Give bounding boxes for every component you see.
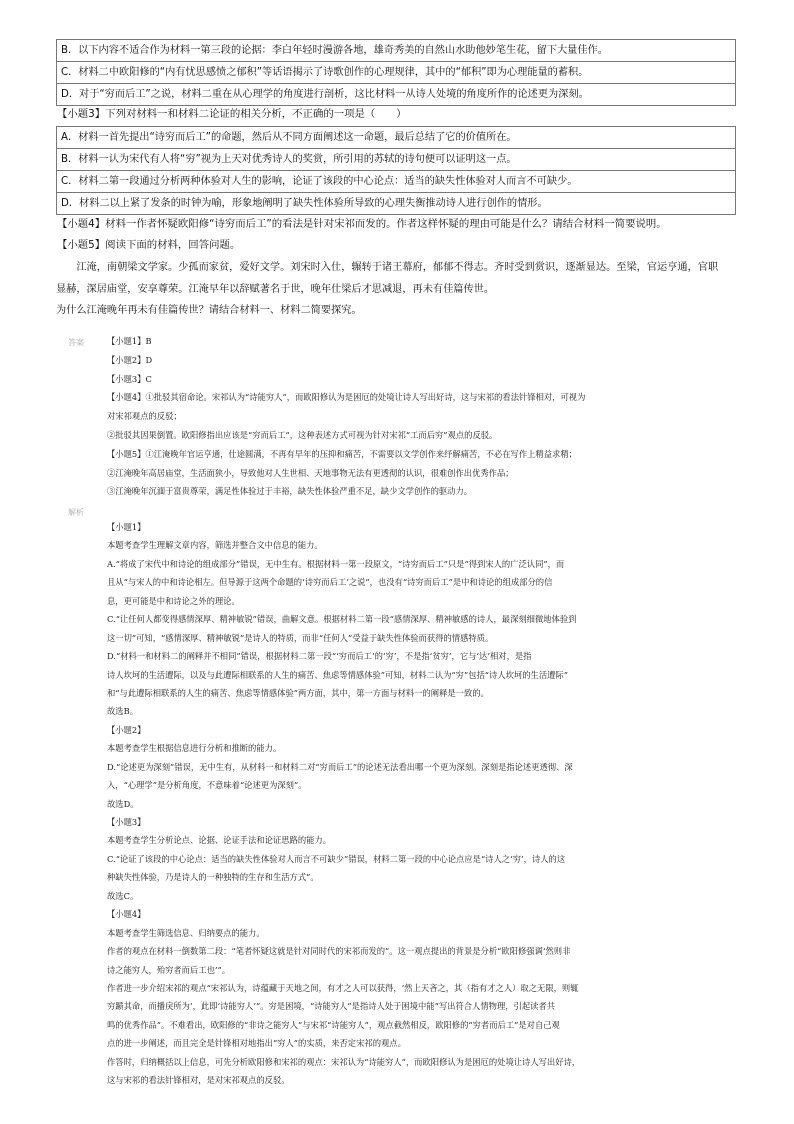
- q4-stem: 【小题4】材料一作者怀疑欧阳修“诗穷而后工”的看法是针对宋祁而发的。作者这样怀疑的理由可能是什么？请结合材料一简要说明。: [57, 218, 667, 230]
- explanation-line: D.“论述更为深刻”错误，无中生有，从材料一和材料二对“穷而后工”的论述无法看出哪一个更为深刻。深刻是指论述更透彻、深: [107, 761, 573, 772]
- explanation-line: 入，“心理学”是分析角度，不意味着“论述更为深刻”。: [107, 780, 307, 791]
- explanation-line: D.“材料一和材料二的阐释并不相同”错误，根据材料二第一段“‘穷而后工’的‘穷’，不是指‘贫穷’，它与‘达’相对，是指: [107, 651, 532, 662]
- q3-option-a[interactable]: A．材料一首先提出“诗穷而后工”的命题，然后从不同方面阐述这一命题，最后总结了它的价值所在。: [57, 127, 735, 149]
- explanation-line: 故选C。: [107, 890, 139, 901]
- q3-option-c[interactable]: C．材料二第一段通过分析两种体验对人生的影响，论证了该段的中心论点：适当的缺失性体验对人而言不可缺少。: [57, 171, 735, 193]
- explanation-line: 这一切”可知，“感情深厚、精神敏锐”是诗人的特质，而非“任何人”受益于缺失性体验而获得的情感特质。: [107, 632, 494, 643]
- answer-line: ②江淹晚年高居庙堂，生活面狭小，导致他对人生世相、天地事物无法有更透彻的认识，很难创作出优秀作品；: [107, 467, 514, 478]
- q5-stem: 【小题5】阅读下面的材料，回答问题。: [57, 239, 241, 251]
- answer-line: 【小题4】①批驳其宿命论。宋祁认为“诗能穷人”，而欧阳修认为是困厄的处境让诗人写出好诗，这与宋祁的看法针锋相对，可视为: [107, 392, 586, 403]
- explanation-line: 和“与此遭际相联系的人生的痛苦、焦虑等情感体验”两方面，其中，第一方面与材料一的阐释是一致的。: [107, 687, 489, 698]
- explanation-line: 故选D。: [107, 798, 139, 809]
- answer-line: 【小题1】B: [107, 336, 152, 346]
- q3-options-box: [56, 126, 736, 215]
- explanation-line: 这与宋祁的看法针锋相对，是对宋祁观点的反驳。: [107, 1075, 290, 1086]
- explanation-line: C.“让任何人都变得感情深厚、精神敏锐”错误，曲解文意。根据材料二第一段“感情深厚、精神敏感的诗人，最深刻细微地体验到: [107, 614, 577, 625]
- q5-passage: [56, 257, 740, 322]
- q3-option-b[interactable]: B．材料一认为宋代有人将“穷”视为上天对优秀诗人的奖赏，所引用的苏轼的诗句便可以证明这一点。: [57, 149, 735, 171]
- answer-tag: 答案: [68, 338, 84, 347]
- explanation-line: 诗人坎坷的生活遭际，以及与此遭际相联系的人生的痛苦、焦虑等情感体验”可知，材料二认为“穷”包括“诗人坎坷的生活遭际”: [107, 669, 568, 680]
- explanation-line: 且从“与宋人的中和诗论相左。但导源于这两个命题的‘诗穷而后工’之说”，也没有“诗穷而后工”是中和诗论的组成部分的信: [107, 577, 553, 588]
- answer-line: ②批驳其因果倒置。欧阳修指出应该是“穷而后工”，这种表述方式可视为针对宋祁“工而后穷”观点的反驳。: [107, 429, 498, 440]
- explanation-line: 诗之能穷人，殆穷者而后工也’”。: [107, 964, 231, 975]
- explanation-line: 【小题2】: [107, 724, 146, 735]
- answer-line: 【小题2】D: [107, 354, 153, 365]
- explanation-block: [107, 518, 747, 1090]
- passage-line: 显赫，深居庙堂，安享尊荣。江淹早年以辞赋著名于世，晚年仕梁后才思减退，再未有佳篇传世。: [56, 283, 495, 295]
- explanation-line: 穷踬其命，而播戾所为’，此即‘诗能穷人’”。穷是困境，“诗能穷人”是指诗人处于困境中能“写出符合人情物理，引起读者共: [107, 1001, 556, 1012]
- explanation-line: C.“论证了该段的中心论点：适当的缺失性体验对人而言不可缺少”错误，材料二第一段的中心论点应是“诗人之‘穷’，诗人的这: [107, 853, 566, 864]
- answer-line: 【小题3】C: [107, 373, 152, 384]
- explanation-line: 鸣的优秀作品”。不难看出，欧阳修的“非诗之能穷人”与宋祁“诗能穷人”，观点截然相反，欧阳修的“穷者而后工”是对自己观: [107, 1019, 560, 1030]
- explanation-line: 本题考查学生理解文章内容，筛选并整合文中信息的能力。: [107, 540, 323, 551]
- explanation-line: 本题考查学生根据信息进行分析和推断的能力。: [107, 743, 282, 754]
- explanation-line: 本题考查学生分析论点、论据、论证手法和论证思路的能力。: [107, 835, 332, 846]
- explanation-line: 【小题1】: [107, 522, 146, 532]
- explanation-line: 种缺失性体验，乃是诗人的一种独特的生存和生活方式”。: [107, 872, 319, 883]
- answer-line: ③江淹晚年沉湎于富贵尊荣，满足性体验过于丰裕，缺失性体验严重不足，缺少文学创作的驱动力。: [107, 486, 473, 497]
- q2-option-d[interactable]: D．对于“穷而后工”之说，材料二重在从心理学的角度进行剖析，这比材料一从诗人处境的角度所作的论述更为深刻。: [61, 89, 589, 100]
- answer-line: 【小题5】①江淹晚年官运亨通，仕途圆满，不再有早年的压抑和痛苦，不需要以文学创作来纾解痛苦，不必在写作上精益求精；: [107, 448, 577, 459]
- explanation-line: 故选B。: [107, 706, 138, 717]
- passage-line: 江淹，南朝梁文学家。少孤而家贫，爱好文学。刘宋时入仕，辗转于诸王幕府，郁郁不得志。齐时受到赏识，逐渐显达。至梁，官运亨通，官职: [56, 262, 719, 273]
- explanation-line: 【小题4】: [107, 909, 146, 920]
- q2-option-c[interactable]: C．材料二中欧阳修的“内有忧思感愤之郁积”等话语揭示了诗歌创作的心理规律，其中的“郁积”即为心理能量的蓄积。: [57, 62, 735, 84]
- answer-block: [107, 332, 747, 501]
- explanation-line: 作答时，归纳概括以上信息，可先分析欧阳修和宋祁的观点：宋祁认为“诗能穷人”，而欧阳修认为是困厄的处境让诗人写出好诗，: [107, 1056, 581, 1067]
- explanation-line: 【小题3】: [107, 817, 146, 827]
- explanation-tag: 解析: [68, 508, 84, 517]
- explanation-line: 本题考查学生筛选信息、归纳要点的能力。: [107, 927, 265, 938]
- explanation-line: A.“将成了宋代中和诗论的组成部分”错误，无中生有。根据材料一第一段原文，“诗穷而后工”只是“得到宋人的广泛认同”，而: [107, 558, 565, 569]
- q3-stem: 【小题3】下列对材料一和材料二论证的相关分析，不正确的一项是（ ）: [57, 108, 407, 120]
- explanation-line: 作者进一步介绍宋祁的观点“宋祁认为，诗蕴藏于天地之间，有才之人可以获得，‘然上天吝之，其（指有才之人）取之无限，则辄: [107, 982, 579, 993]
- answer-line: 对宋祁观点的反驳；: [107, 411, 182, 422]
- explanation-line: 点的进一步阐述，而且完全是针锋相对地指出“穷人”的实质，来否定宋祁的观点。: [107, 1038, 406, 1049]
- q2-options-box: [56, 39, 736, 106]
- explanation-line: 息，更可能是中和诗论之外的理论。: [107, 595, 240, 606]
- q2-option-b[interactable]: B．以下内容不适合作为材料一第三段的论据：李白年轻时漫游各地，雄奇秀美的自然山水助他妙笔生花，留下大量佳作。: [57, 40, 735, 62]
- q3-option-d[interactable]: D．材料二以上紧了发条的时钟为喻，形象地阐明了缺失性体验所导致的心理失衡推动诗人进行创作的情形。: [61, 198, 548, 209]
- q5-question: 为什么江淹晚年再未有佳篇传世？请结合材料一、材料二简要探究。: [56, 305, 362, 316]
- explanation-line: 作者的观点在材料一倒数第二段：“笔者怀疑这就是针对同时代的宋祁而发的”。这一观点提出的背景是分析“欧阳修强调‘然则非: [107, 946, 571, 957]
